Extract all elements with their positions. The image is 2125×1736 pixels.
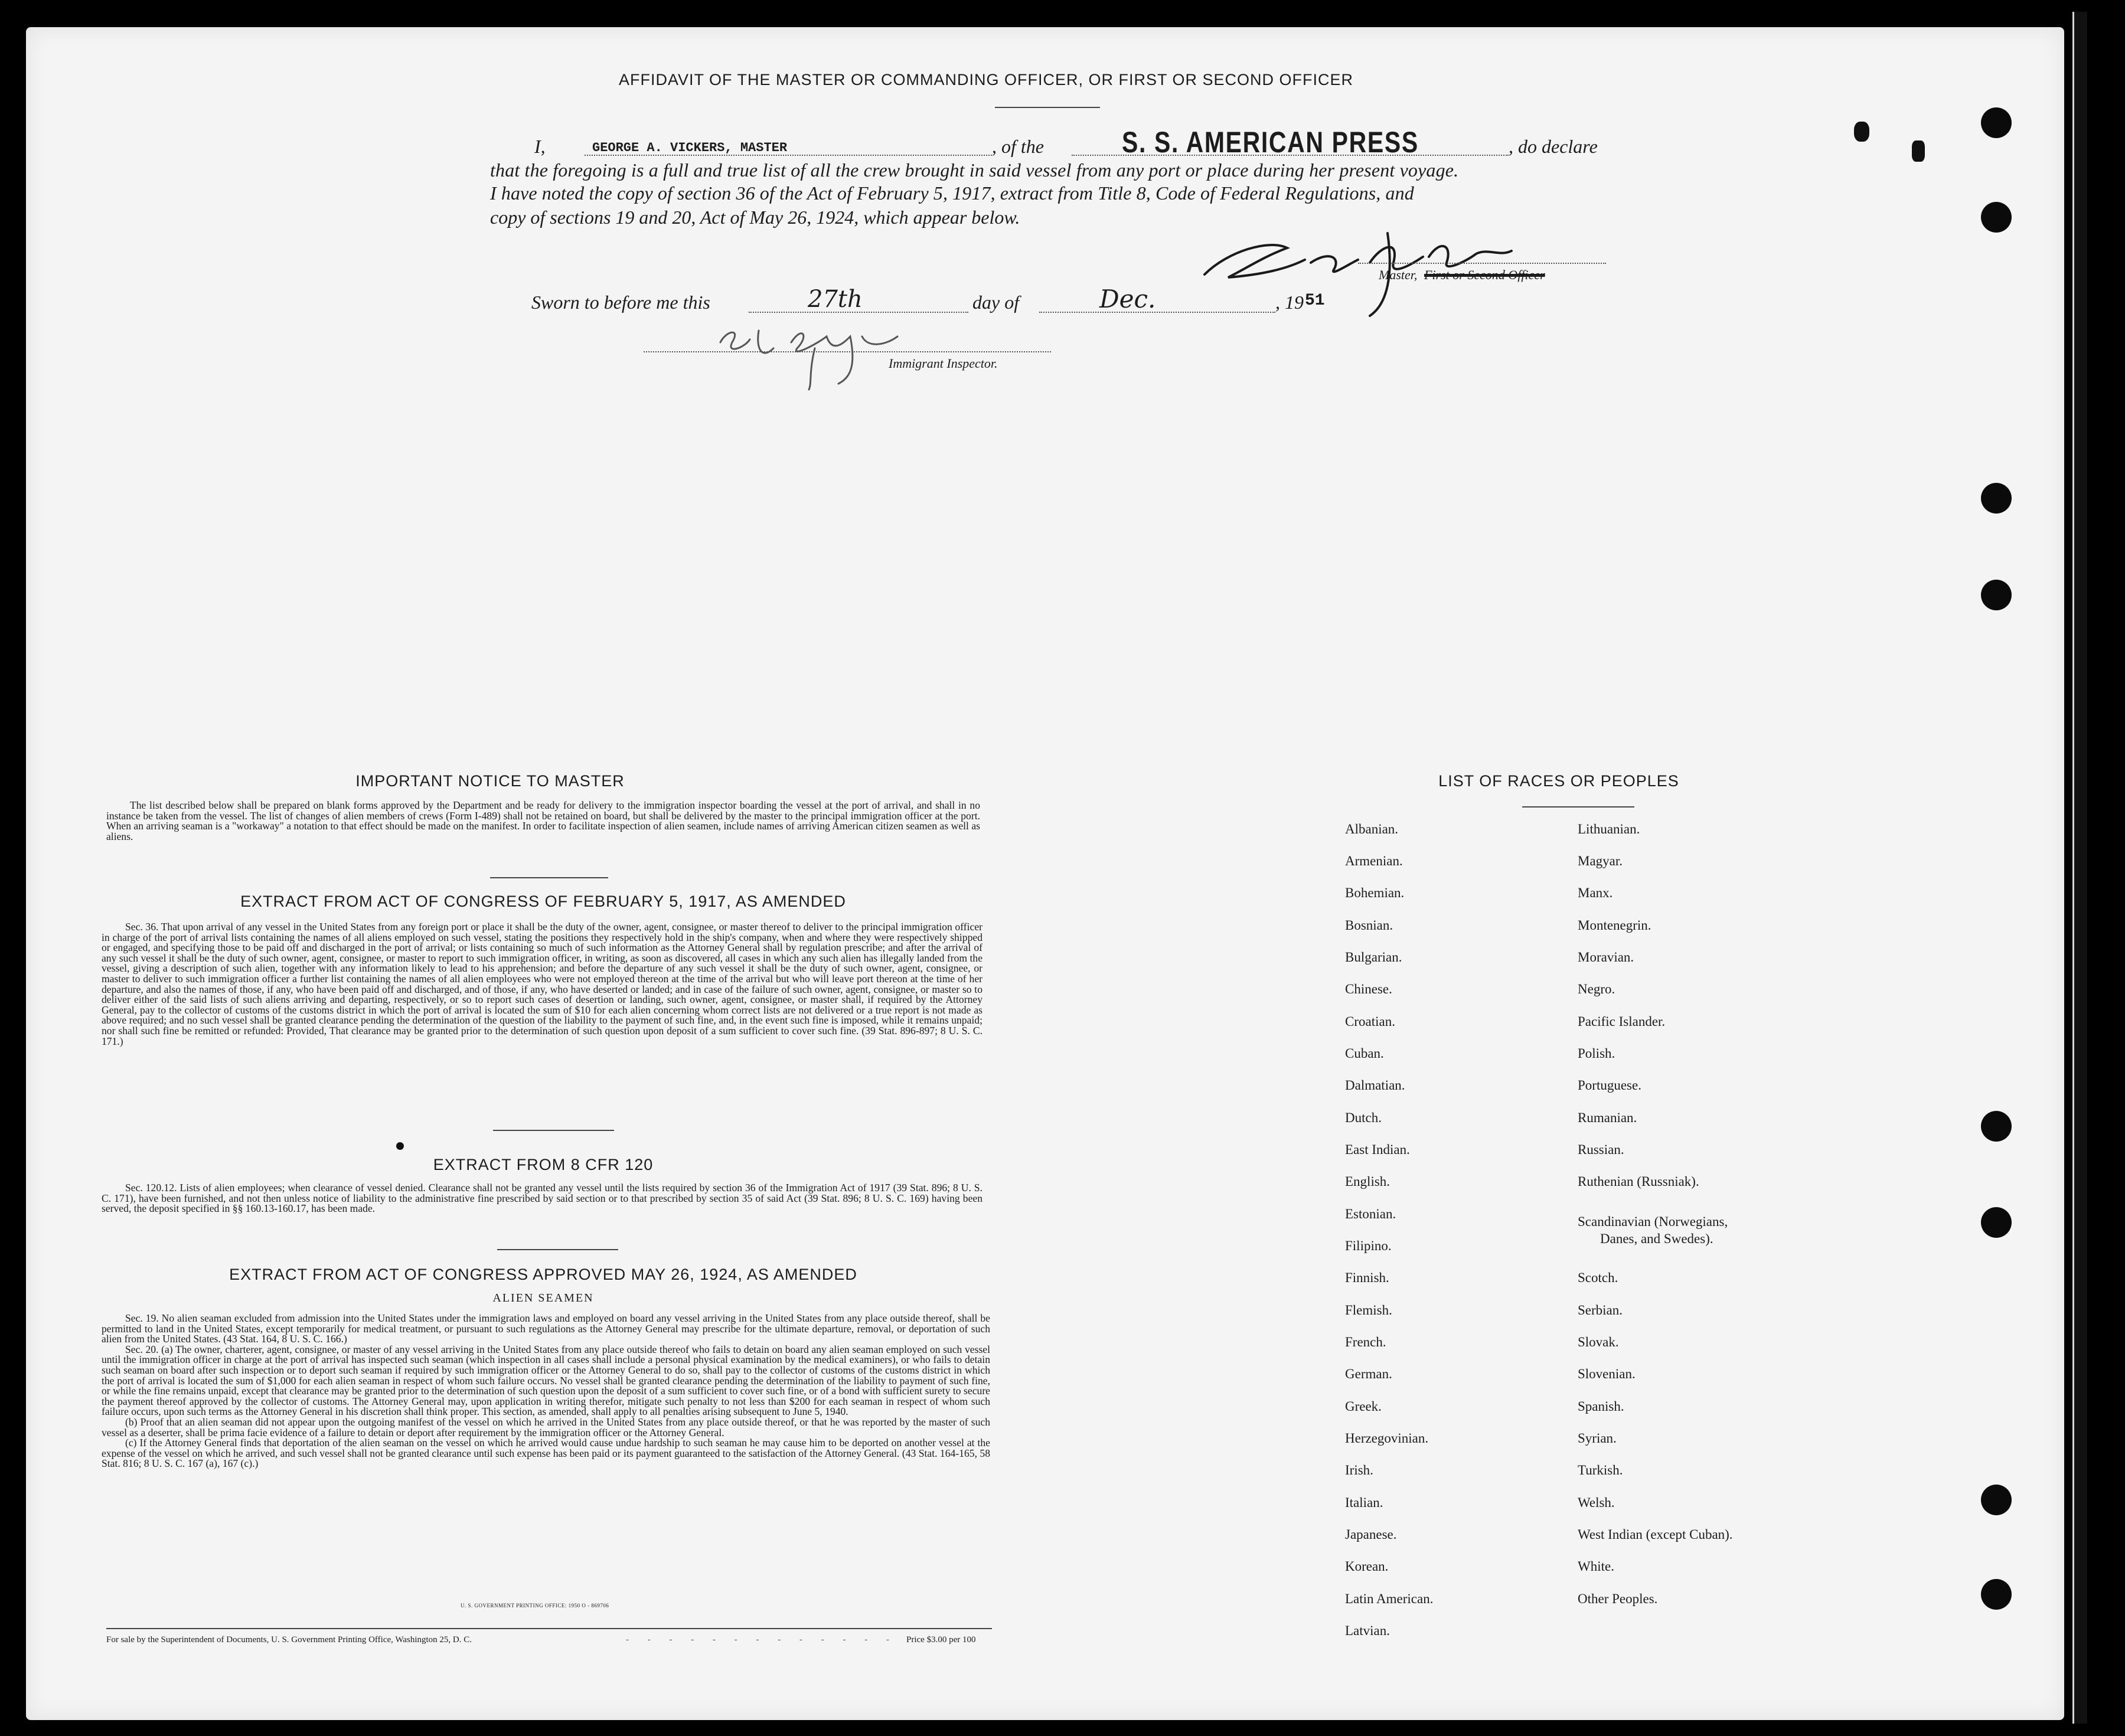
race-item: Montenegrin. bbox=[1578, 918, 1651, 933]
race-item: Bosnian. bbox=[1345, 918, 1393, 933]
divider bbox=[493, 1130, 614, 1131]
binder-hole bbox=[1981, 580, 2012, 610]
binder-hole bbox=[1981, 483, 2012, 514]
master-name: GEORGE A. VICKERS, MASTER bbox=[592, 140, 788, 155]
race-item: Pacific Islander. bbox=[1578, 1014, 1666, 1029]
race-item: Armenian. bbox=[1345, 854, 1403, 868]
race-item: German. bbox=[1345, 1366, 1392, 1381]
race-item: Latvian. bbox=[1345, 1623, 1390, 1638]
gpo-imprint: U. S. GOVERNMENT PRINTING OFFICE: 1950 O - 869706 bbox=[461, 1603, 609, 1609]
race-item: Albanian. bbox=[1345, 822, 1399, 836]
race-item: Welsh. bbox=[1578, 1495, 1615, 1510]
footer-leader: - - - - - - - - - - - - - bbox=[626, 1635, 897, 1645]
race-item: Greek. bbox=[1345, 1399, 1382, 1414]
race-item: Serbian. bbox=[1578, 1303, 1623, 1317]
race-item: Turkish. bbox=[1578, 1463, 1623, 1477]
race-item: East Indian. bbox=[1345, 1142, 1410, 1157]
divider bbox=[490, 877, 608, 878]
race-item: Moravian. bbox=[1578, 950, 1634, 965]
extract-cfr-title: EXTRACT FROM 8 CFR 120 bbox=[433, 1156, 654, 1173]
race-item: Syrian. bbox=[1578, 1431, 1617, 1446]
inspector-label: Immigrant Inspector. bbox=[889, 356, 998, 371]
extract-cfr-text bbox=[102, 1183, 982, 1214]
race-item: English. bbox=[1345, 1174, 1390, 1189]
sec120-paragraph: Sec. 120.12. Lists of alien employees; when clearance of vessel denied. Clearance shall not be granted any vessel until the lists required by section 36 of the Immigration Act of 1917 (39 Stat. 896; 8 U. S. C. 171), have been furnished, and not then unless notice of liability to the administrative fine prescribed by said section or to that prescribed by section 35 of said Act (39 Stat. 896; 8 U. S. C. 169) having been served, the deposit specified in §§ 160.13-160.17, has been made. bbox=[102, 1182, 982, 1215]
race-item: Dutch. bbox=[1345, 1110, 1382, 1125]
race-item: Negro. bbox=[1578, 982, 1615, 996]
race-item: Russian. bbox=[1578, 1142, 1624, 1157]
race-item: Chinese. bbox=[1345, 982, 1392, 996]
race-item: Herzegovinian. bbox=[1345, 1431, 1429, 1446]
binder-hole bbox=[1981, 1485, 2012, 1515]
vessel-name: S. S. AMERICAN PRESS bbox=[1122, 126, 1419, 159]
race-item: Polish. bbox=[1578, 1046, 1615, 1061]
race-item: Ruthenian (Russniak). bbox=[1578, 1174, 1699, 1189]
race-item: Portuguese. bbox=[1578, 1078, 1641, 1093]
race-item: Magyar. bbox=[1578, 854, 1623, 868]
sworn-month: Dec. bbox=[1099, 285, 1156, 313]
of-the-label: , of the bbox=[992, 136, 1044, 157]
ink-dot bbox=[396, 1142, 404, 1150]
vessel-line bbox=[1072, 155, 1509, 156]
race-item: Flemish. bbox=[1345, 1303, 1392, 1317]
race-item: French. bbox=[1345, 1335, 1386, 1349]
divider bbox=[1522, 806, 1634, 807]
ink-mark bbox=[1912, 140, 1925, 162]
race-item: Korean. bbox=[1345, 1559, 1389, 1574]
month-line bbox=[1039, 312, 1275, 313]
race-item: Slovenian. bbox=[1578, 1366, 1636, 1381]
page-edge bbox=[2072, 12, 2087, 1724]
extract-1924-text bbox=[102, 1313, 990, 1469]
sec19-paragraph: Sec. 19. No alien seaman excluded from admission into the United States under the immigration laws and employed on board any vessel arriving in the United States from any place outside thereof, shall be permitted to land in the United States, except temporarily for medical treatment, or pursuant to such regulations as the Attorney General may prescribe for the ultimate departure, removal, or deportation of such alien from the United States. (43 Stat. 164, 8 U. S. C. 166.) bbox=[102, 1312, 990, 1345]
divider bbox=[497, 1249, 618, 1250]
sec20c-paragraph: (c) If the Attorney General finds that deportation of the alien seaman on the vessel on which he arrived would cause undue hardship to such seaman he may cause him to be deported on another vessel at the expense of the vessel on which he arrived, and such vessel shall not be granted clearance until such expense has been paid or its payment guaranteed to the satisfaction of the Attorney General. (43 Stat. 164-165, 58 Stat. 816; 8 U. S. C. 167 (a), 167 (c).) bbox=[102, 1437, 990, 1470]
race-item: West Indian (except Cuban). bbox=[1578, 1527, 1733, 1542]
inspector-signature bbox=[709, 313, 933, 395]
divider bbox=[995, 107, 1100, 108]
binder-hole bbox=[1981, 1207, 2012, 1238]
sec20a-paragraph: Sec. 20. (a) The owner, charterer, agent, consignee, or master of any vessel arriving in the United States from any place outside thereof who fails to detain on board any alien seaman employed on such vessel until the immigration officer in charge at the port of arrival has inspected such seaman (which inspection in all cases shall include a personal physical examination by the medical examiners), or who fails to detain such seaman on board after such inspection or to deport such seaman if required by such immigration officer or the Attorney General to do so, shall pay to the collector of customs of the customs district in which the port of arrival is located the sum of $1,000 for each alien seaman in respect of whom such failure occurs. No vessel shall be granted clearance pending the determination of the liability to payment of such fine, or while the fine remains unpaid, except that clearance may be granted prior to the determination of such question upon the deposit of a sum sufficient to cover such fine, or of a bond with sufficient surety to secure the payment thereof approved by the collector of customs. The Attorney General may, upon application in writing therefor, mitigate such penalty to not less than $200 for each seaman in respect of whom such failure occurs, upon such terms as the Attorney General in his discretion shall think proper. This section, as amended, shall apply to all penalties arising subsequent to June 5, 1940. bbox=[102, 1343, 990, 1418]
race-item: Scotch. bbox=[1578, 1270, 1618, 1285]
race-item: Cuban. bbox=[1345, 1046, 1384, 1061]
sworn-label: Sworn to before me this bbox=[531, 292, 710, 313]
day-of-label: day of bbox=[972, 292, 1020, 313]
race-item: Finnish. bbox=[1345, 1270, 1389, 1285]
race-item: Filipino. bbox=[1345, 1238, 1392, 1253]
sale-note: For sale by the Superintendent of Documents, U. S. Government Printing Office, Washington 25, D. C. bbox=[106, 1635, 472, 1645]
declare-label: , do declare bbox=[1509, 136, 1598, 157]
master-line bbox=[1358, 263, 1606, 264]
year-suffix: 51 bbox=[1305, 292, 1325, 310]
race-item: Japanese. bbox=[1345, 1527, 1397, 1542]
master-label: Master, bbox=[1379, 267, 1418, 282]
sec20b-paragraph: (b) Proof that an alien seaman did not appear upon the outgoing manifest of the vessel on which he arrived in the United States from any place outside thereof, or that he was reported by the master of such vessel as a deserter, shall be prima facie evidence of a failure to detain or deport after requirement by the immigration officer or the Attorney General. bbox=[102, 1415, 990, 1439]
race-item: Scandinavian (Norwegians, bbox=[1578, 1214, 1728, 1229]
extract-1924-title: EXTRACT FROM ACT OF CONGRESS APPROVED MAY 26, 1924, AS AMENDED bbox=[229, 1266, 857, 1283]
affidavit-line3: I have noted the copy of section 36 of the Act of February 5, 1917, extract from Title 8, Code of Federal Regulations, and bbox=[490, 182, 1414, 204]
price-note: Price $3.00 per 100 bbox=[906, 1635, 976, 1645]
races-title: LIST OF RACES OR PEOPLES bbox=[1438, 772, 1679, 790]
race-item: Danes, and Swedes). bbox=[1600, 1231, 1713, 1246]
struck-officer-title: First or Second Officer bbox=[1424, 267, 1545, 282]
alien-seamen-subtitle: ALIEN SEAMEN bbox=[492, 1292, 594, 1305]
binder-hole bbox=[1981, 1111, 2012, 1142]
race-item: Rumanian. bbox=[1578, 1110, 1637, 1125]
race-item: Estonian. bbox=[1345, 1207, 1396, 1221]
race-item: Manx. bbox=[1578, 885, 1613, 900]
footer-rule bbox=[106, 1628, 992, 1629]
sec36-paragraph: Sec. 36. That upon arrival of any vessel in the United States from any foreign port or place it shall be the duty of the owner, agent, consignee, or master thereof to deliver to the principal immigration officer in charge of the port of arrival lists containing the names of all aliens employed on such vessel, stating the positions they respectively hold in the ship's company, when and where they were respectively shipped or engaged, and specifying those to be paid off and discharged in the port of arrival; or lists containing so much of such information as the Attorney General shall by regulation prescribe; and after the arrival of any such vessel it shall be the duty of such owner, agent, consignee, or master to report to such immigration officer, in writing, as soon as discovered, all cases in which any such alien has illegally landed from the vessel, giving a description of such alien, together with any information likely to lead to his apprehension; and before the departure of any such vessel it shall be the duty of such owner, agent, consignee, or master to deliver to such immigration officer a further list containing the names of all alien employees who were not employed thereon at the time of the arrival but who will leave port thereon at the time of her departure, and also the names of those, if any, who have been paid off and discharged, and of those, if any, who have deserted or landed; and in case of the failure of such owner, agent, consignee, or master so to deliver either of the said lists of such aliens arriving and departing, respectively, or so to report such cases of desertion or landing, such owner, agent, consignee, or master shall, if required by the Attorney General, pay to the collector of customs of the customs district in which the port of arrival is located the sum of $10 for each alien concerning whom correct lists are not delivered or a true report is not made as above required; and no such vessel shall be granted clearance pending the determination of the question of the liability to the payment of such fine, and, in the event such fine is imposed, while it remains unpaid; nor shall such fine be remitted or refunded: Provided, That clearance may be granted prior to the determination of such question upon deposit of a sum sufficient to cover such fine. (39 Stat. 896-897; 8 U. S. C. 171.) bbox=[102, 921, 982, 1047]
race-item: Lithuanian. bbox=[1578, 822, 1640, 836]
notice-text bbox=[106, 800, 980, 842]
sworn-day: 27th bbox=[808, 286, 863, 313]
race-item: Other Peoples. bbox=[1578, 1591, 1658, 1606]
race-item: Bohemian. bbox=[1345, 885, 1405, 900]
binder-hole bbox=[1981, 1579, 2012, 1610]
race-item: Spanish. bbox=[1578, 1399, 1624, 1414]
affidavit-i-label: I, bbox=[534, 136, 546, 157]
binder-hole bbox=[1981, 202, 2012, 233]
ink-mark bbox=[1854, 122, 1869, 142]
inspector-line bbox=[644, 351, 1051, 352]
race-item: Italian. bbox=[1345, 1495, 1383, 1510]
notice-title: IMPORTANT NOTICE TO MASTER bbox=[355, 772, 625, 790]
year-prefix: , 19 bbox=[1275, 292, 1304, 313]
extract-1917-text bbox=[102, 922, 982, 1047]
extract-1917-title: EXTRACT FROM ACT OF CONGRESS OF FEBRUARY 5, 1917, AS AMENDED bbox=[240, 892, 846, 910]
binder-hole bbox=[1981, 107, 2012, 138]
race-item: Slovak. bbox=[1578, 1335, 1619, 1349]
race-item: Dalmatian. bbox=[1345, 1078, 1405, 1093]
race-item: Bulgarian. bbox=[1345, 950, 1402, 965]
name-line bbox=[585, 155, 992, 156]
affidavit-title: AFFIDAVIT OF THE MASTER OR COMMANDING OFFICER, OR FIRST OR SECOND OFFICER bbox=[618, 71, 1354, 89]
affidavit-line4: copy of sections 19 and 20, Act of May 26, 1924, which appear below. bbox=[490, 207, 1020, 228]
affidavit-line2: that the foregoing is a full and true list of all the crew brought in said vessel from any port or place during her present voyage. bbox=[490, 159, 1459, 181]
race-item: Latin American. bbox=[1345, 1591, 1434, 1606]
race-item: White. bbox=[1578, 1559, 1614, 1574]
notice-paragraph: The list described below shall be prepared on blank forms approved by the Department and be ready for delivery to the immigration inspector boarding the vessel at the port of arrival, and shall in no instance be taken from the vessel. The list of changes of alien members of crews (Form I-489) shall not be retained on board, but shall be delivered by the master to the principal immigration officer at the port. When an arriving seaman is a "workaway" a notation to that effect should be made on the manifest. In order to facilitate inspection of alien seamen, include names of arriving American citizen seamen as well as aliens. bbox=[106, 799, 980, 842]
race-item: Irish. bbox=[1345, 1463, 1373, 1477]
race-item: Croatian. bbox=[1345, 1014, 1395, 1029]
